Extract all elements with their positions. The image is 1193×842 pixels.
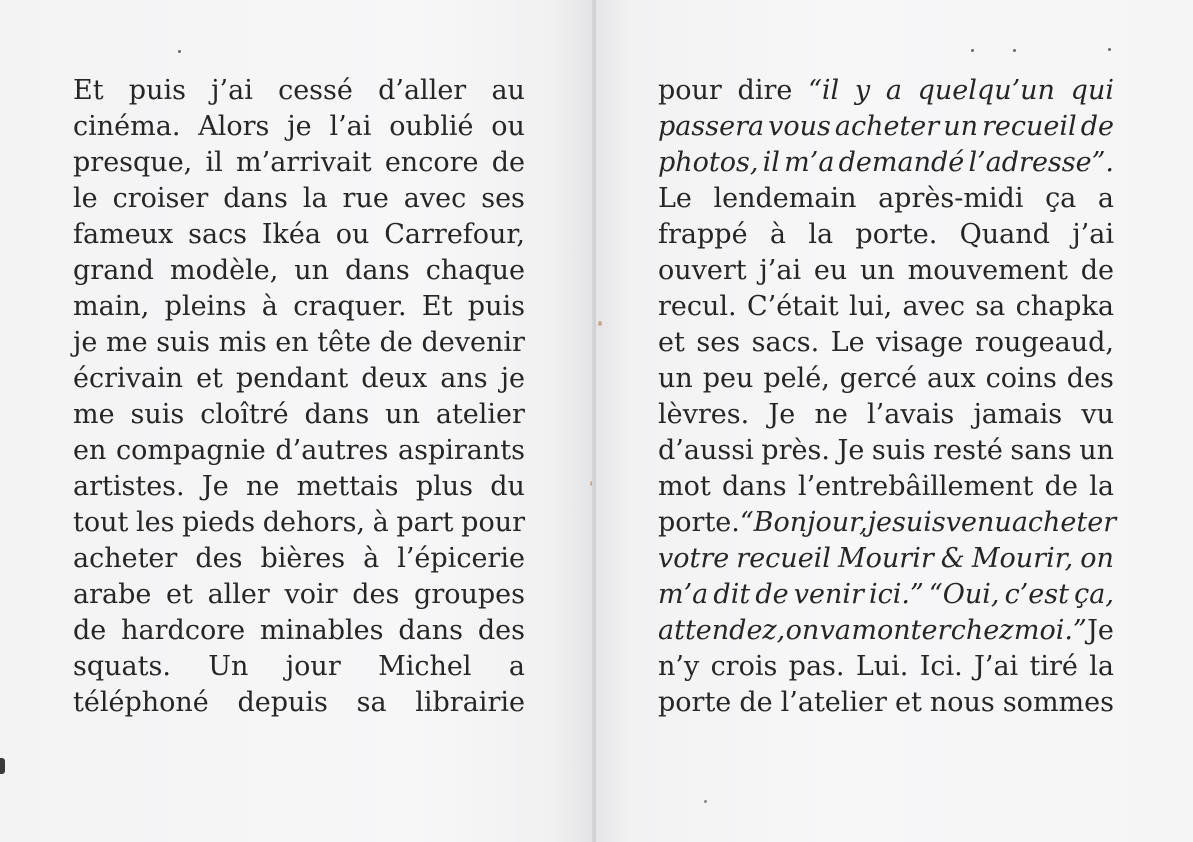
word: pour bbox=[461, 507, 525, 538]
word: dans bbox=[345, 255, 410, 286]
word: lèvres. bbox=[658, 399, 750, 430]
word: lendemain bbox=[713, 183, 857, 214]
word: sommes bbox=[1002, 687, 1114, 718]
text-line bbox=[73, 145, 525, 181]
word: je bbox=[867, 507, 893, 538]
word: bières bbox=[260, 543, 346, 574]
text-line bbox=[658, 361, 1114, 397]
text-line bbox=[658, 433, 1114, 469]
word: ans bbox=[440, 363, 488, 394]
word: des bbox=[352, 579, 400, 610]
word: moi.” bbox=[1013, 615, 1087, 646]
word: suis bbox=[871, 435, 926, 466]
word: je bbox=[500, 363, 525, 394]
word: ouvert bbox=[658, 255, 747, 286]
word: & bbox=[940, 543, 965, 574]
text-line bbox=[73, 253, 525, 289]
word: part bbox=[396, 507, 454, 538]
word: acheter bbox=[1011, 507, 1117, 538]
word: ne bbox=[246, 471, 280, 502]
word: et bbox=[196, 363, 223, 394]
word: vu bbox=[1081, 399, 1114, 430]
word: C’était bbox=[746, 291, 839, 322]
word: ça, bbox=[1074, 579, 1114, 610]
text-line bbox=[73, 685, 525, 721]
text-line bbox=[658, 649, 1114, 685]
word: squats. bbox=[73, 651, 171, 682]
word: jour bbox=[285, 651, 341, 682]
word: avec bbox=[902, 291, 965, 322]
word: frappé bbox=[658, 219, 748, 250]
word: atelier bbox=[435, 399, 525, 430]
text-line bbox=[73, 613, 525, 649]
word: rougeaud, bbox=[974, 327, 1114, 358]
word: votre bbox=[658, 543, 730, 574]
word: librairie bbox=[415, 687, 525, 718]
word: près. bbox=[761, 435, 830, 466]
word: écrivain bbox=[73, 363, 184, 394]
word: de bbox=[755, 579, 789, 610]
text-line bbox=[658, 577, 1114, 613]
word: ne bbox=[814, 399, 848, 430]
word: demandé bbox=[838, 147, 965, 178]
word: suis bbox=[892, 507, 946, 538]
word: arabe bbox=[73, 579, 152, 610]
text-line bbox=[658, 613, 1114, 649]
word: des bbox=[195, 543, 243, 574]
word: Je bbox=[837, 435, 865, 466]
word: après-midi bbox=[878, 183, 1024, 214]
word: pieds bbox=[182, 507, 256, 538]
word: ou bbox=[491, 111, 525, 142]
word: de bbox=[1080, 255, 1114, 286]
word: venir bbox=[793, 579, 864, 610]
word: Carrefour, bbox=[384, 219, 525, 250]
word: croiser bbox=[112, 183, 209, 214]
word: pour bbox=[658, 75, 722, 106]
word: Je bbox=[201, 471, 229, 502]
word: eu bbox=[813, 255, 848, 286]
text-line bbox=[73, 469, 525, 505]
word: Et bbox=[73, 75, 104, 106]
word: “Bonjour, bbox=[739, 507, 868, 538]
word: un bbox=[385, 399, 420, 430]
word: qui bbox=[1070, 75, 1114, 106]
word: un bbox=[658, 363, 693, 394]
text-line bbox=[658, 505, 1117, 541]
word: m’a bbox=[784, 147, 835, 178]
word: il bbox=[205, 147, 223, 178]
word: je bbox=[73, 327, 98, 358]
word: attendez, bbox=[658, 615, 786, 646]
word: “Oui, bbox=[928, 579, 1000, 610]
word: de bbox=[1044, 471, 1078, 502]
word: oublié bbox=[389, 111, 474, 142]
word: on bbox=[785, 615, 820, 646]
word: dans bbox=[223, 183, 288, 214]
word: c’est bbox=[1004, 579, 1069, 610]
word: Alors bbox=[198, 111, 270, 142]
word: cloîtré bbox=[200, 399, 289, 430]
word: j’ai bbox=[1072, 219, 1114, 250]
left-page bbox=[0, 0, 594, 842]
word: aux bbox=[926, 363, 976, 394]
word: porte. bbox=[855, 219, 938, 250]
page-edge-mark bbox=[0, 758, 5, 774]
word: a bbox=[1097, 183, 1114, 214]
word: cessé bbox=[278, 75, 353, 106]
text-line bbox=[658, 217, 1114, 253]
text-line bbox=[658, 541, 1114, 577]
word: pleins bbox=[164, 291, 247, 322]
word: Le bbox=[830, 327, 865, 358]
word: me bbox=[73, 399, 115, 430]
word: Je bbox=[768, 399, 796, 430]
print-speck bbox=[1108, 48, 1111, 51]
word: de bbox=[1080, 111, 1114, 142]
word: il bbox=[762, 147, 780, 178]
word: acheter bbox=[73, 543, 178, 574]
word: d’aller bbox=[378, 75, 467, 106]
word: presque, bbox=[73, 147, 193, 178]
word: ici.” bbox=[869, 579, 924, 610]
word: puis bbox=[128, 75, 186, 106]
word: hardcore bbox=[121, 615, 246, 646]
word: peu bbox=[702, 363, 754, 394]
word: j’ai bbox=[759, 255, 802, 286]
word: à bbox=[261, 291, 278, 322]
word: suis bbox=[156, 327, 210, 358]
word: lui, bbox=[848, 291, 893, 322]
word: resté bbox=[933, 435, 1003, 466]
word: téléphoné bbox=[73, 687, 209, 718]
word: Mourir, bbox=[971, 543, 1074, 574]
word: à bbox=[363, 543, 380, 574]
text-line bbox=[658, 397, 1114, 433]
word: l’épicerie bbox=[397, 543, 525, 574]
text-line bbox=[73, 541, 525, 577]
word: et bbox=[658, 327, 685, 358]
word: Michel bbox=[378, 651, 472, 682]
text-line bbox=[73, 289, 525, 325]
word: ses bbox=[481, 183, 525, 214]
text-line bbox=[658, 73, 1114, 109]
word: Un bbox=[208, 651, 249, 682]
word: craquer. bbox=[293, 291, 407, 322]
word: dehors, bbox=[262, 507, 366, 538]
word: encore bbox=[384, 147, 479, 178]
paper-spot bbox=[598, 321, 602, 326]
word: mis bbox=[218, 327, 267, 358]
word: et bbox=[895, 687, 922, 718]
word: de bbox=[491, 147, 525, 178]
word: sans bbox=[1010, 435, 1072, 466]
word: compagnie bbox=[116, 435, 266, 466]
word: recul. bbox=[658, 291, 737, 322]
word: nous bbox=[929, 687, 995, 718]
text-line bbox=[73, 433, 525, 469]
word: Le bbox=[658, 183, 692, 214]
word: a bbox=[508, 651, 525, 682]
text-line bbox=[73, 361, 525, 397]
text-line bbox=[658, 253, 1114, 289]
word: modèle, bbox=[169, 255, 279, 286]
word: en bbox=[275, 327, 309, 358]
word: un bbox=[1079, 435, 1114, 466]
word: deux bbox=[361, 363, 428, 394]
word: aller bbox=[207, 579, 270, 610]
word: à bbox=[372, 507, 389, 538]
word: en bbox=[73, 435, 107, 466]
text-line bbox=[658, 181, 1114, 217]
word: depuis bbox=[237, 687, 328, 718]
word: mettais bbox=[296, 471, 399, 502]
word: l’adresse”. bbox=[968, 147, 1114, 178]
word: sa bbox=[356, 687, 387, 718]
word: les bbox=[135, 507, 175, 538]
word: dire bbox=[737, 75, 793, 106]
word: de bbox=[73, 615, 107, 646]
word: Lui. bbox=[855, 651, 909, 682]
word: tout bbox=[73, 507, 129, 538]
word: chez bbox=[950, 615, 1014, 646]
word: d’aussi bbox=[658, 435, 754, 466]
text-line bbox=[73, 109, 525, 145]
word: me bbox=[105, 327, 148, 358]
word: passera bbox=[658, 111, 765, 142]
word: la bbox=[808, 219, 834, 250]
word: d’autres bbox=[275, 435, 389, 466]
word: fameux bbox=[73, 219, 174, 250]
word: recueil bbox=[736, 543, 831, 574]
word: du bbox=[490, 471, 525, 502]
word: et bbox=[166, 579, 193, 610]
text-line bbox=[658, 469, 1114, 505]
word: devenir bbox=[421, 327, 525, 358]
word: le bbox=[73, 183, 98, 214]
word: monter bbox=[851, 615, 951, 646]
text-line bbox=[73, 73, 525, 109]
word: n’y bbox=[658, 651, 700, 682]
word: pelé, bbox=[763, 363, 830, 394]
left-page-text bbox=[73, 73, 525, 721]
text-line bbox=[73, 577, 525, 613]
word: mouvement bbox=[907, 255, 1068, 286]
word: dans bbox=[722, 471, 787, 502]
word: dans bbox=[398, 615, 463, 646]
word: rue bbox=[342, 183, 389, 214]
text-line bbox=[73, 217, 525, 253]
word: vous bbox=[768, 111, 831, 142]
word: l’entrebâillement bbox=[797, 471, 1034, 502]
word: crois bbox=[710, 651, 778, 682]
word: plus bbox=[415, 471, 473, 502]
word: sa bbox=[975, 291, 1006, 322]
text-line bbox=[658, 685, 1114, 721]
word: Ici. bbox=[919, 651, 963, 682]
word: suis bbox=[130, 399, 185, 430]
text-line bbox=[73, 505, 525, 541]
word: cinéma. bbox=[73, 111, 181, 142]
word: l’ai bbox=[329, 111, 372, 142]
word: un bbox=[860, 255, 895, 286]
word: l’atelier bbox=[780, 687, 887, 718]
word: m’a bbox=[658, 579, 709, 610]
word: des bbox=[477, 615, 525, 646]
word: Quand bbox=[959, 219, 1050, 250]
word: dans bbox=[304, 399, 370, 430]
word: a bbox=[885, 75, 902, 106]
word: photos, bbox=[658, 147, 759, 178]
word: J’ai bbox=[974, 651, 1019, 682]
word: de bbox=[379, 327, 413, 358]
text-line bbox=[73, 181, 525, 217]
word: gercé bbox=[839, 363, 917, 394]
text-line bbox=[658, 145, 1114, 181]
text-line bbox=[658, 325, 1114, 361]
word: aspirants bbox=[398, 435, 525, 466]
word: quelqu’un bbox=[917, 75, 1055, 106]
word: chapka bbox=[1015, 291, 1114, 322]
right-page bbox=[596, 0, 1193, 842]
word: jamais bbox=[973, 399, 1063, 430]
word: va bbox=[819, 615, 852, 646]
word: la bbox=[1089, 651, 1114, 682]
print-speck bbox=[178, 50, 181, 53]
word: la bbox=[1089, 471, 1114, 502]
word: artistes. bbox=[73, 471, 185, 502]
word: coins bbox=[985, 363, 1057, 394]
text-line bbox=[658, 109, 1114, 145]
word: ça bbox=[1045, 183, 1077, 214]
word: “il bbox=[808, 75, 840, 106]
word: main, bbox=[73, 291, 150, 322]
word: j’ai bbox=[211, 75, 253, 106]
word: ses bbox=[696, 327, 741, 358]
word: y bbox=[854, 75, 871, 106]
word: recueil bbox=[982, 111, 1077, 142]
word: tête bbox=[317, 327, 371, 358]
word: mot bbox=[658, 471, 711, 502]
word: acheter bbox=[834, 111, 940, 142]
word: avec bbox=[403, 183, 467, 214]
word: minables bbox=[259, 615, 384, 646]
text-line bbox=[658, 289, 1114, 325]
word: un bbox=[294, 255, 330, 286]
word: Ikéa bbox=[261, 219, 321, 250]
word: porte bbox=[658, 687, 732, 718]
word: au bbox=[491, 75, 525, 106]
word: sacs. bbox=[751, 327, 820, 358]
word: l’avais bbox=[867, 399, 955, 430]
word: venu bbox=[945, 507, 1012, 538]
word: un bbox=[943, 111, 978, 142]
print-speck bbox=[971, 49, 974, 52]
word: sacs bbox=[188, 219, 248, 250]
word: groupes bbox=[414, 579, 525, 610]
word: pas. bbox=[788, 651, 845, 682]
word: Je bbox=[1087, 615, 1114, 646]
text-line bbox=[73, 649, 525, 685]
word: des bbox=[1066, 363, 1114, 394]
word: porte. bbox=[658, 507, 740, 538]
print-speck bbox=[1013, 49, 1016, 52]
right-page-text bbox=[658, 73, 1117, 721]
word: à bbox=[769, 219, 786, 250]
print-speck bbox=[704, 800, 707, 803]
word: pendant bbox=[235, 363, 349, 394]
word: m’arrivait bbox=[236, 147, 372, 178]
word: chaque bbox=[425, 255, 525, 286]
word: tiré bbox=[1029, 651, 1078, 682]
word: Et bbox=[421, 291, 453, 322]
word: de bbox=[739, 687, 773, 718]
word: grand bbox=[73, 255, 154, 286]
word: Mourir bbox=[838, 543, 934, 574]
word: dit bbox=[713, 579, 751, 610]
text-line bbox=[73, 325, 525, 361]
word: puis bbox=[467, 291, 525, 322]
text-line bbox=[73, 397, 525, 433]
word: on bbox=[1080, 543, 1114, 574]
word: visage bbox=[876, 327, 964, 358]
word: la bbox=[302, 183, 328, 214]
word: je bbox=[287, 111, 312, 142]
word: ou bbox=[335, 219, 370, 250]
word: voir bbox=[284, 579, 338, 610]
